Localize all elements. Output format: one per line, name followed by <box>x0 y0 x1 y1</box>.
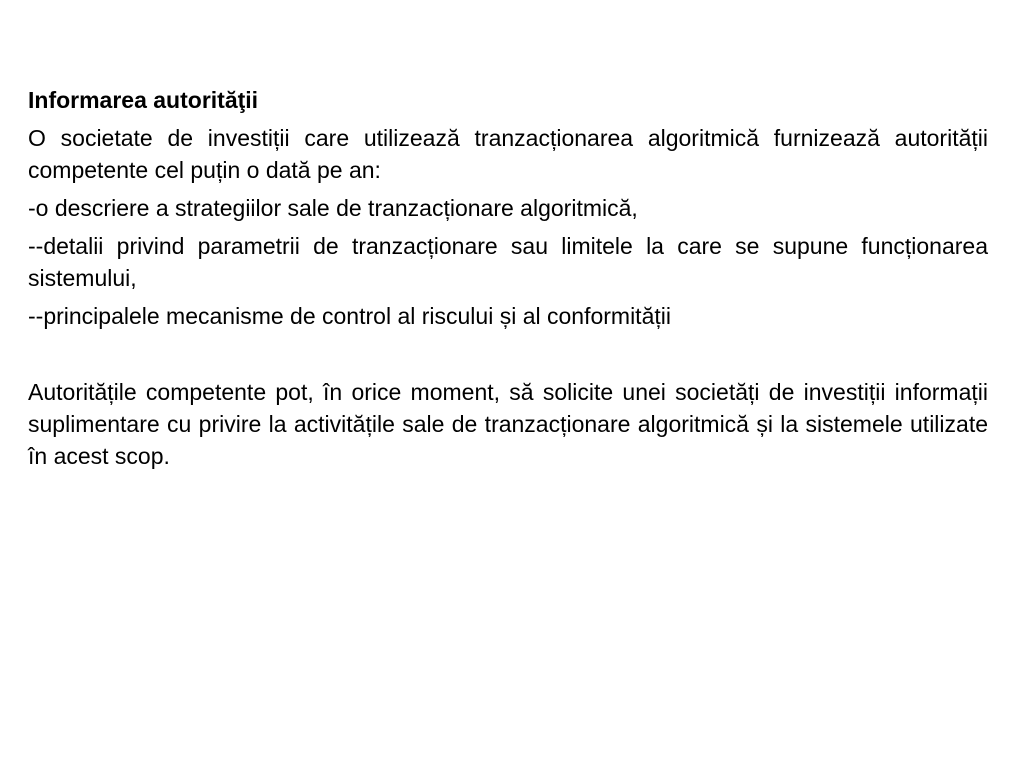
list-item-parameters: --detalii privind parametrii de tranzacționare sau limitele la care se supune funcționarea sistemului, <box>28 233 988 291</box>
slide-title: Informarea autorităţii <box>28 87 259 113</box>
list-item-controls: --principalele mecanisme de control al riscului și al conformității <box>28 303 671 329</box>
paragraph-spacer <box>28 338 988 376</box>
list-item-strategies: -o descriere a strategiilor sale de tranzacționare algoritmică, <box>28 195 638 221</box>
closing-paragraph: Autoritățile competente pot, în orice moment, să solicite unei societăți de investiții informații suplimentare cu privire la activitățile sale de tranzacționare algoritmică și la sistemele utilizate în acest scop. <box>28 379 988 469</box>
slide-content <box>28 84 988 478</box>
intro-paragraph: O societate de investiții care utilizează tranzacționarea algoritmică furnizează autorității competente cel puțin o dată pe an: <box>28 125 988 183</box>
